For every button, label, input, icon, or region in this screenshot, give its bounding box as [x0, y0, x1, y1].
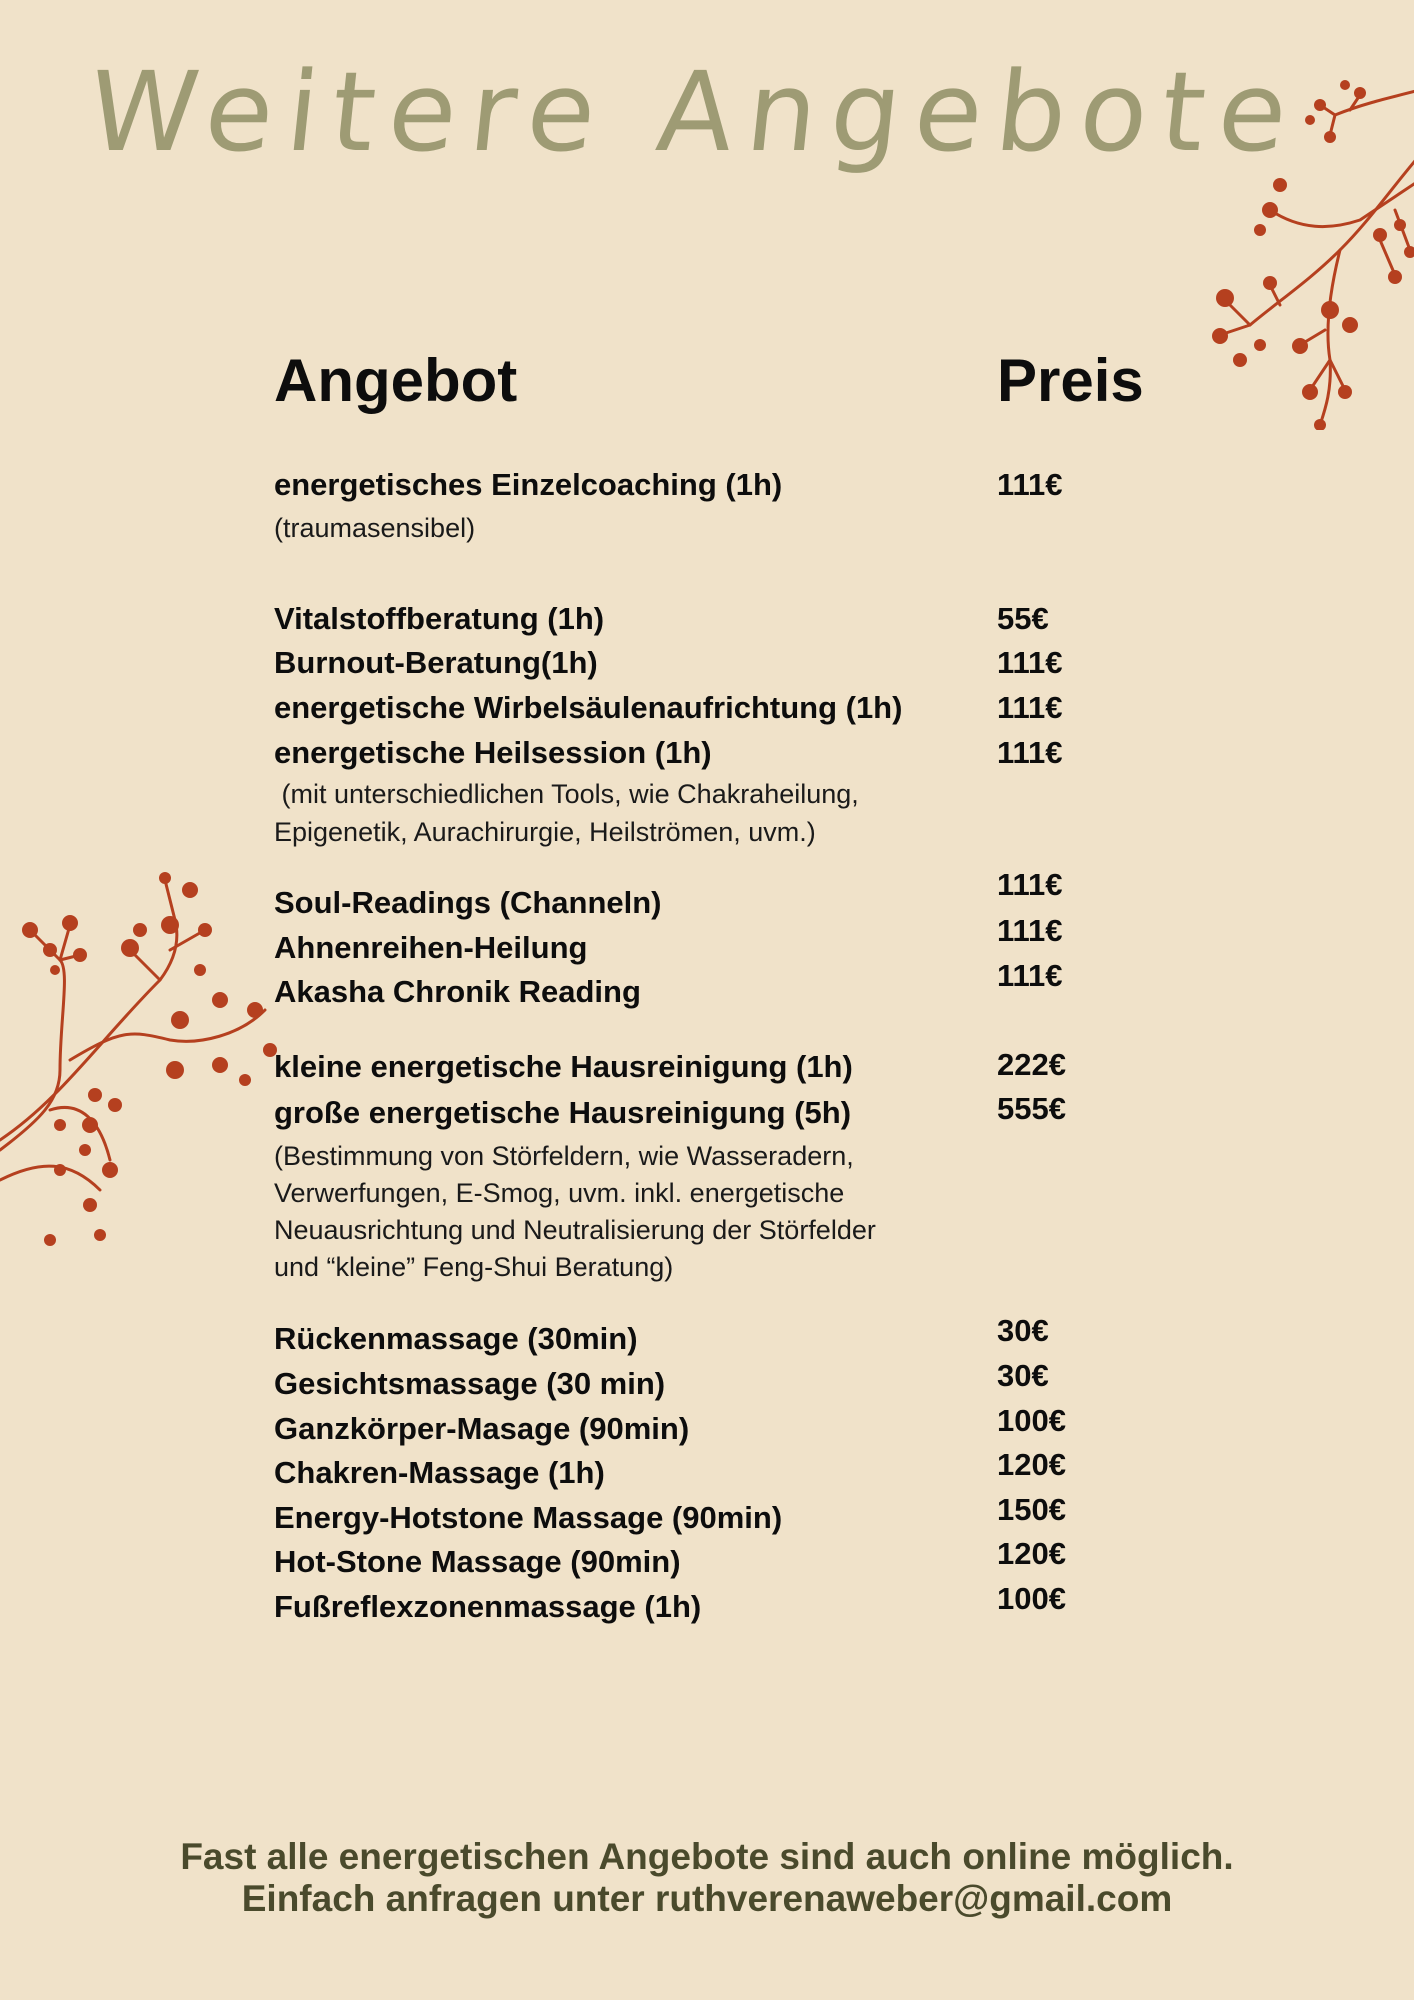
offer-label: kleine energetische Hausreinigung (1h) — [274, 1049, 853, 1084]
offer-note: Epigenetik, Aurachirurgie, Heilströmen, uvm.) — [274, 817, 816, 847]
offer-price: 120€ — [997, 1447, 1066, 1482]
offer-price: 111€ — [997, 958, 1063, 993]
offer-price: 555€ — [997, 1091, 1066, 1126]
footer-online-note: Fast alle energetischen Angebote sind auch online möglich. — [180, 1836, 1234, 1877]
offer-label: Soul-Readings (Channeln) — [274, 885, 662, 920]
offer-price: 111€ — [997, 467, 1063, 502]
offer-price: 55€ — [997, 601, 1049, 636]
offer-price: 120€ — [997, 1536, 1066, 1571]
offer-label: energetische Wirbelsäulenaufrichtung (1h) — [274, 690, 903, 725]
offer-label: Fußreflexzonenmassage (1h) — [274, 1589, 702, 1624]
offer-price: 111€ — [997, 690, 1063, 725]
offer-note: Verwerfungen, E-Smog, uvm. inkl. energetische — [274, 1178, 845, 1208]
offer-note: (traumasensibel) — [274, 513, 476, 543]
offer-label: Hot-Stone Massage (90min) — [274, 1544, 681, 1579]
offer-label: Ganzkörper-Masage (90min) — [274, 1411, 690, 1446]
offer-price: 111€ — [997, 867, 1063, 902]
offer-price: 222€ — [997, 1047, 1066, 1082]
offer-price: 100€ — [997, 1403, 1066, 1438]
offer-label: Gesichtsmassage (30 min) — [274, 1366, 666, 1401]
offer-price: 30€ — [997, 1358, 1049, 1393]
offer-label: energetisches Einzelcoaching (1h) — [274, 467, 783, 502]
offer-price: 150€ — [997, 1492, 1066, 1527]
offer-label: Vitalstoffberatung (1h) — [274, 601, 605, 636]
offer-price: 111€ — [997, 913, 1063, 948]
offer-price: 111€ — [997, 645, 1063, 680]
offer-label: Ahnenreihen-Heilung — [274, 930, 588, 965]
offer-label: Rückenmassage (30min) — [274, 1321, 638, 1356]
offer-label: große energetische Hausreinigung (5h) — [274, 1095, 852, 1130]
column-header-price: Preis — [997, 347, 1144, 414]
offer-note: (Bestimmung von Störfeldern, wie Wasseradern, — [274, 1141, 854, 1171]
offer-note: und “kleine” Feng-Shui Beratung) — [274, 1252, 674, 1282]
offer-label: energetische Heilsession (1h) — [274, 735, 712, 770]
branch-left-icon — [0, 860, 290, 1250]
offer-label: Akasha Chronik Reading — [274, 974, 641, 1009]
offer-label: Burnout-Beratung(1h) — [274, 645, 598, 680]
offer-price: 100€ — [997, 1581, 1066, 1616]
offer-label: Energy-Hotstone Massage (90min) — [274, 1500, 783, 1535]
offer-label: Chakren-Massage (1h) — [274, 1455, 605, 1490]
offer-price: 30€ — [997, 1313, 1049, 1348]
column-header-offer: Angebot — [274, 347, 518, 414]
page-title: Weitere Angebote — [82, 48, 1308, 176]
offer-note: (mit unterschiedlichen Tools, wie Chakraheilung, — [274, 779, 859, 809]
footer-contact-email[interactable]: Einfach anfragen unter ruthverenaweber@gmail.com — [241, 1878, 1173, 1919]
offer-price: 111€ — [997, 735, 1063, 770]
offer-note: Neuausrichtung und Neutralisierung der Störfelder — [274, 1215, 876, 1245]
